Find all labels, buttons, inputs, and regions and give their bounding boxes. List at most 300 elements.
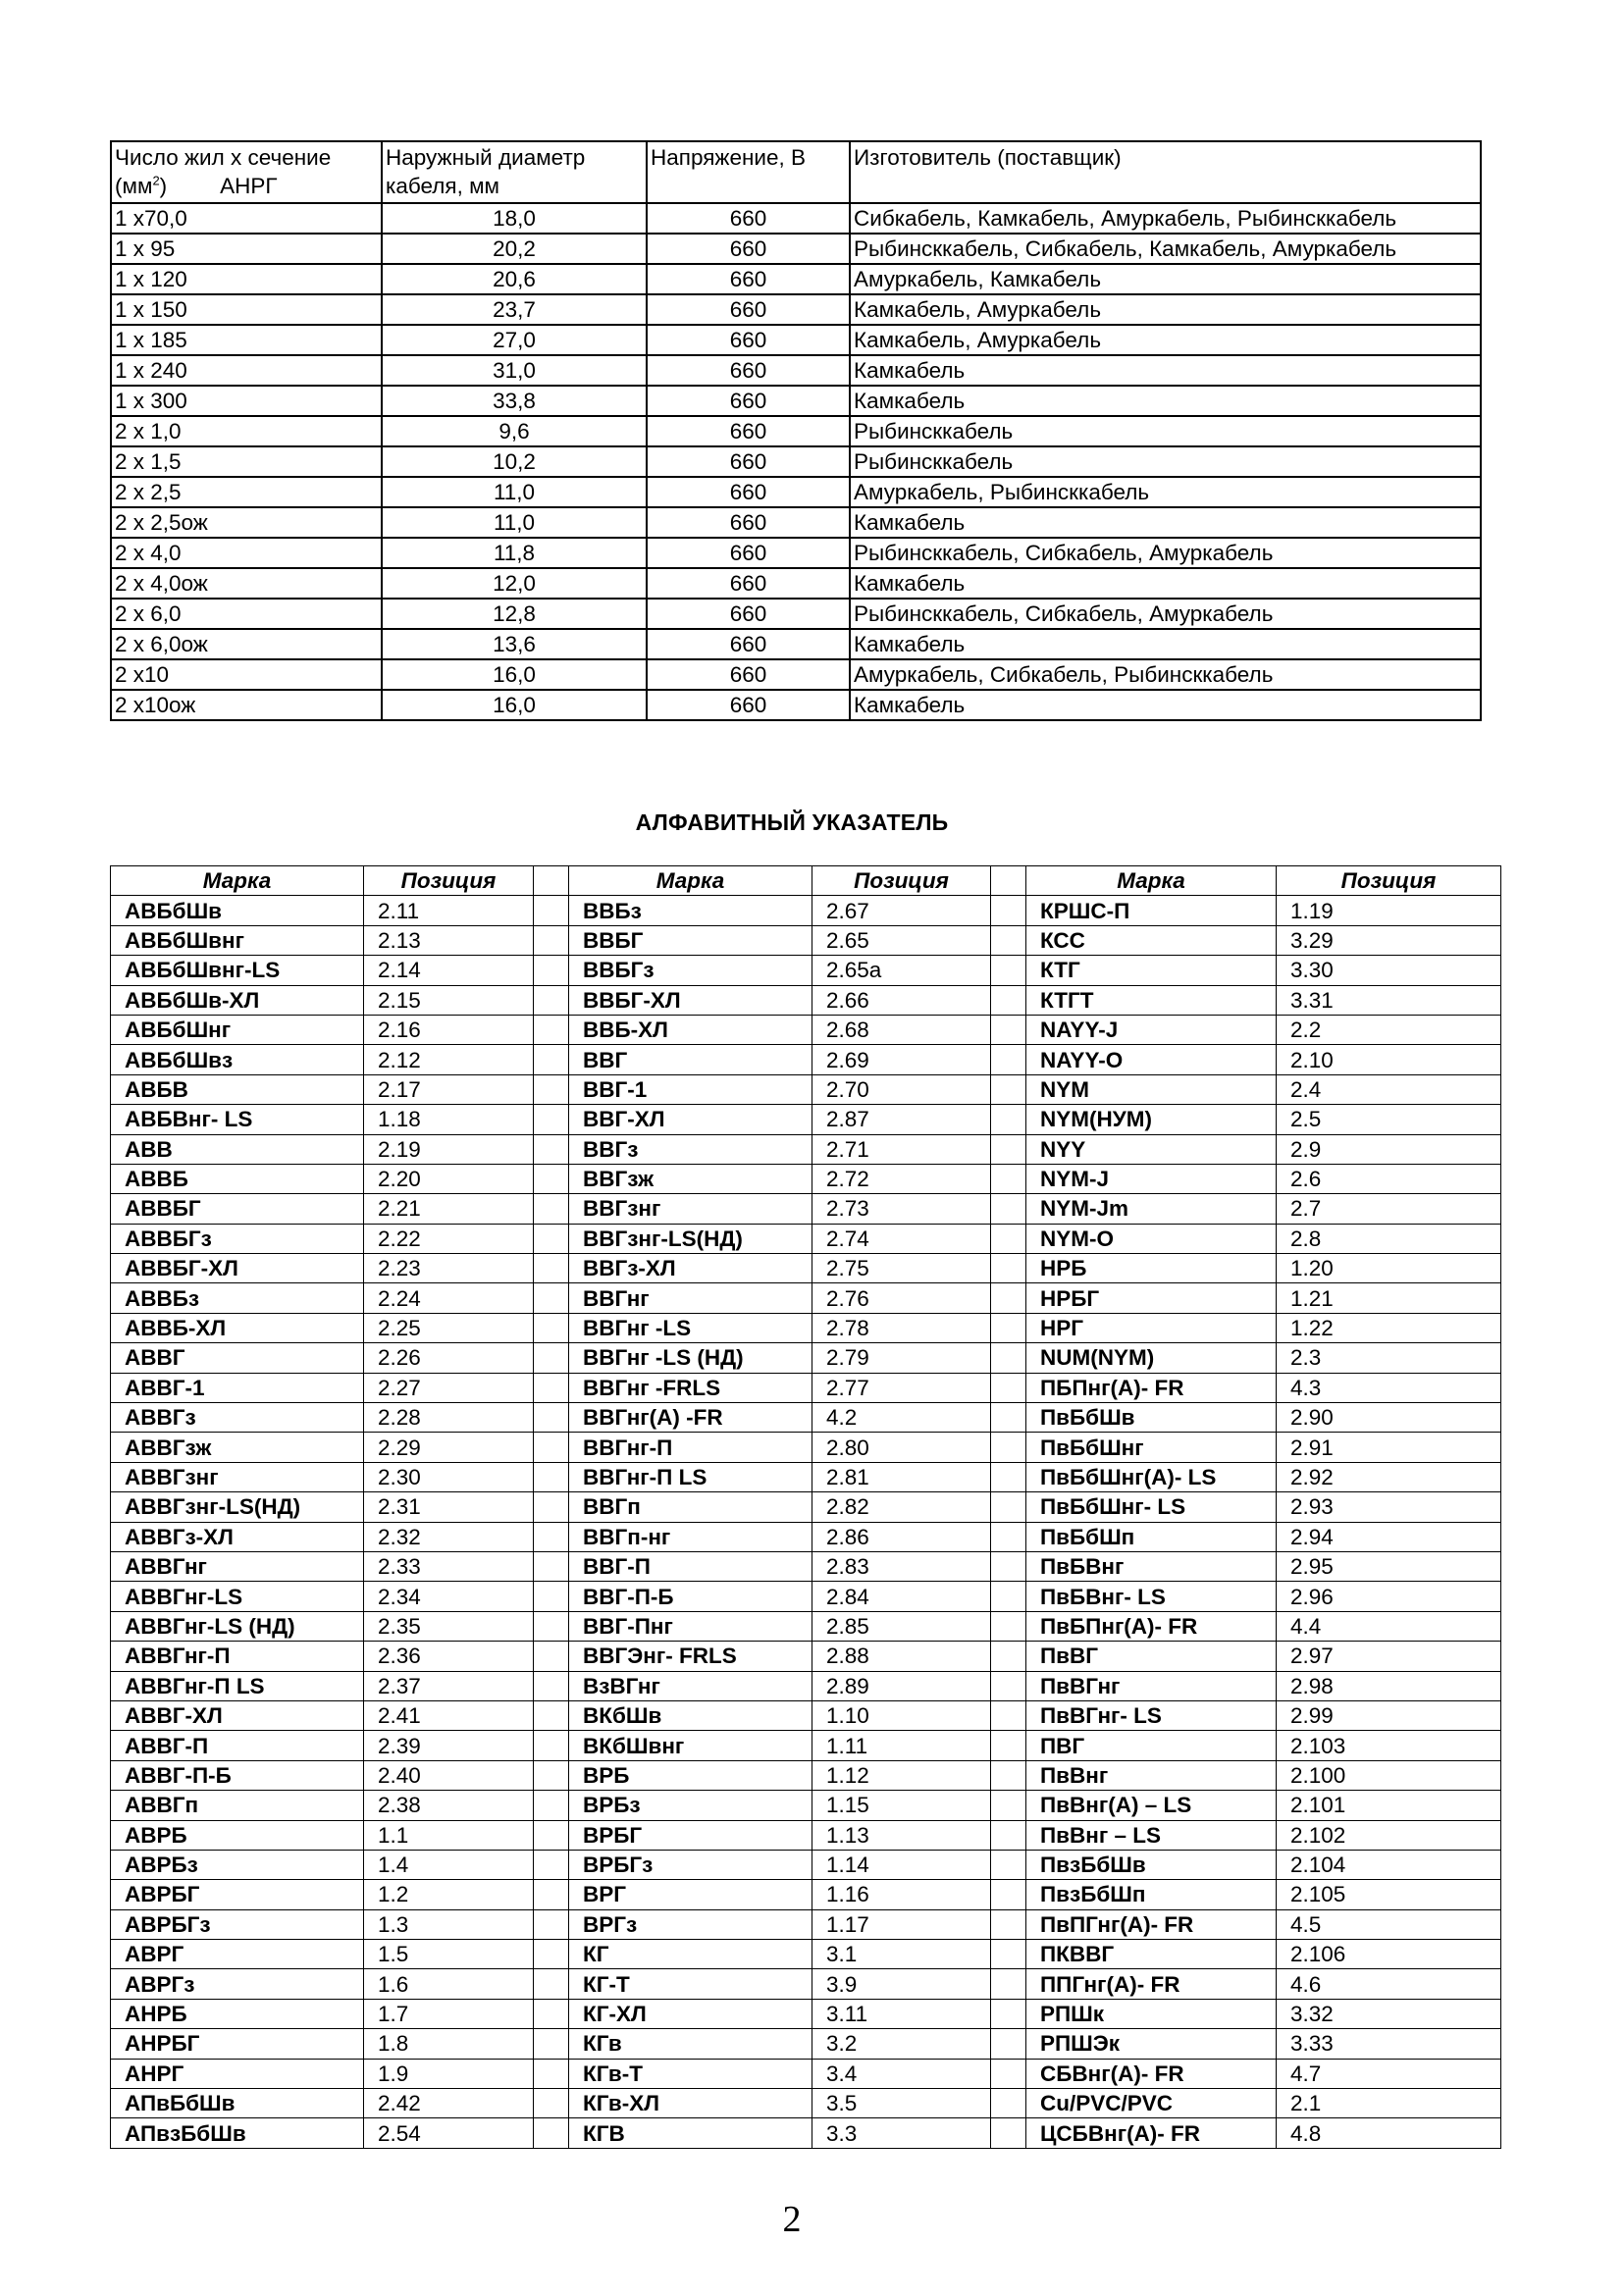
cable-row	[111, 599, 1481, 629]
index-mark-cell: NYM(НУМ)	[1026, 1105, 1277, 1134]
cable-row	[111, 234, 1481, 264]
index-header-position-1: Позиция	[364, 866, 534, 896]
cable-manufacturer-cell: Амуркабель, Рыбинсккабель	[850, 477, 1481, 507]
index-position-cell: 1.1	[364, 1820, 534, 1850]
index-mark-cell: ПвБбШв	[1026, 1403, 1277, 1433]
index-column-gap	[534, 1313, 569, 1342]
index-position-cell: 2.78	[812, 1313, 991, 1342]
index-column-gap	[534, 896, 569, 925]
index-position-cell: 2.102	[1277, 1820, 1501, 1850]
cable-manufacturer-cell: Рыбинсккабель, Сибкабель, Амуркабель	[850, 599, 1481, 629]
cable-voltage-cell: 660	[647, 690, 850, 720]
header-units-close: )	[159, 174, 168, 198]
index-column-gap	[991, 1791, 1026, 1820]
index-position-cell: 3.5	[812, 2089, 991, 2118]
index-position-cell: 3.11	[812, 1999, 991, 2028]
cable-manufacturer-cell: Камкабель	[850, 629, 1481, 659]
index-column-gap	[991, 1313, 1026, 1342]
index-row	[111, 1940, 1501, 1969]
index-mark-cell: ПвБПнг(А)- FR	[1026, 1611, 1277, 1641]
cable-manufacturer-cell: Камкабель	[850, 386, 1481, 416]
index-column-gap	[534, 1551, 569, 1581]
index-position-cell: 2.106	[1277, 1940, 1501, 1969]
index-mark-cell: NYM-O	[1026, 1224, 1277, 1253]
index-header-mark-1: Марка	[111, 866, 364, 896]
index-mark-cell: ВВГ-П-Б	[569, 1582, 812, 1611]
index-mark-cell: КГ	[569, 1940, 812, 1969]
index-position-cell: 2.38	[364, 1791, 534, 1820]
cable-row	[111, 629, 1481, 659]
index-column-gap	[991, 1074, 1026, 1104]
cable-diameter-cell: 27,0	[382, 325, 647, 355]
index-mark-cell: ВРБ	[569, 1760, 812, 1790]
index-mark-cell: ВВГз	[569, 1134, 812, 1164]
cable-diameter-cell: 12,0	[382, 568, 647, 599]
index-column-gap	[991, 1433, 1026, 1462]
index-position-cell: 2.101	[1277, 1791, 1501, 1820]
index-position-cell: 2.67	[812, 896, 991, 925]
index-column-gap	[534, 1283, 569, 1313]
index-header-position-3: Позиция	[1277, 866, 1501, 896]
index-position-cell: 2.27	[364, 1373, 534, 1402]
index-row	[111, 1522, 1501, 1551]
cable-section-cell: 2 х 2,5ож	[111, 507, 382, 538]
index-position-cell: 2.39	[364, 1731, 534, 1760]
index-column-gap	[991, 1492, 1026, 1522]
cable-voltage-cell: 660	[647, 629, 850, 659]
index-position-cell: 1.8	[364, 2029, 534, 2059]
index-position-cell: 2.91	[1277, 1433, 1501, 1462]
index-mark-cell: ВВГзнг-LS(НД)	[569, 1224, 812, 1253]
index-mark-cell: КТГТ	[1026, 985, 1277, 1015]
index-column-gap	[991, 1999, 1026, 2028]
index-mark-cell: ВВГз-ХЛ	[569, 1254, 812, 1283]
cable-row	[111, 264, 1481, 294]
index-mark-cell: АВРБз	[111, 1850, 364, 1879]
index-mark-cell: АПвБбШв	[111, 2089, 364, 2118]
index-mark-cell: ВВГп-нг	[569, 1522, 812, 1551]
index-mark-cell: АВВГ	[111, 1343, 364, 1373]
index-position-cell: 2.79	[812, 1343, 991, 1373]
index-position-cell: 4.7	[1277, 2059, 1501, 2088]
index-mark-cell: АВВБГ	[111, 1194, 364, 1224]
index-position-cell: 2.97	[1277, 1642, 1501, 1671]
index-row	[111, 1254, 1501, 1283]
cable-voltage-cell: 660	[647, 325, 850, 355]
index-position-cell: 3.3	[812, 2118, 991, 2148]
cable-section-cell: 1 х 240	[111, 355, 382, 386]
index-column-gap	[534, 1492, 569, 1522]
index-position-cell: 1.15	[812, 1791, 991, 1820]
index-row	[111, 2118, 1501, 2148]
cable-manufacturer-cell: Камкабель, Амуркабель	[850, 294, 1481, 325]
cable-diameter-cell: 11,0	[382, 507, 647, 538]
index-column-gap	[991, 1194, 1026, 1224]
index-mark-cell: ВВГзнг	[569, 1194, 812, 1224]
index-column-gap	[534, 1909, 569, 1939]
cable-row	[111, 446, 1481, 477]
index-column-gap	[991, 1045, 1026, 1074]
index-column-gap	[991, 1642, 1026, 1671]
index-mark-cell: АВБбШвнг-LS	[111, 956, 364, 985]
cable-section-cell: 1 х70,0	[111, 203, 382, 234]
index-mark-cell: КГв-Т	[569, 2059, 812, 2088]
cable-row	[111, 203, 1481, 234]
index-mark-cell: NYM-J	[1026, 1164, 1277, 1193]
index-position-cell: 2.89	[812, 1671, 991, 1700]
index-mark-cell: ВВГп	[569, 1492, 812, 1522]
index-column-gap	[991, 2029, 1026, 2059]
index-mark-cell: АВВГнг-LS	[111, 1582, 364, 1611]
index-row	[111, 1313, 1501, 1342]
index-mark-cell: ПвзБбШп	[1026, 1880, 1277, 1909]
index-row	[111, 1373, 1501, 1402]
index-mark-cell: АВВГнг-П	[111, 1642, 364, 1671]
index-position-cell: 1.11	[812, 1731, 991, 1760]
cable-row	[111, 477, 1481, 507]
index-mark-cell: АВБВнг- LS	[111, 1105, 364, 1134]
index-mark-cell: АВВГз-ХЛ	[111, 1522, 364, 1551]
index-column-gap	[534, 1224, 569, 1253]
index-mark-cell: АВВБГз	[111, 1224, 364, 1253]
cable-diameter-cell: 16,0	[382, 659, 647, 690]
index-position-cell: 1.7	[364, 1999, 534, 2028]
index-row	[111, 1760, 1501, 1790]
index-mark-cell: АВВГнг	[111, 1551, 364, 1581]
cable-section-cell: 2 х 2,5	[111, 477, 382, 507]
index-mark-cell: ВВГ-П	[569, 1551, 812, 1581]
index-mark-cell: ПвБбШнг- LS	[1026, 1492, 1277, 1522]
index-column-gap	[991, 925, 1026, 955]
index-column-gap	[534, 2089, 569, 2118]
index-mark-cell: АВБбШнг	[111, 1015, 364, 1044]
index-position-cell: 2.80	[812, 1433, 991, 1462]
index-row	[111, 1700, 1501, 1730]
index-position-cell: 2.19	[364, 1134, 534, 1164]
index-position-cell: 1.4	[364, 1850, 534, 1879]
index-column-gap	[534, 1433, 569, 1462]
index-position-cell: 2.40	[364, 1760, 534, 1790]
index-row	[111, 1880, 1501, 1909]
index-column-gap	[534, 925, 569, 955]
index-mark-cell: АВВГ-П-Б	[111, 1760, 364, 1790]
cable-section-cell: 1 х 185	[111, 325, 382, 355]
index-position-cell: 2.33	[364, 1551, 534, 1581]
index-position-cell: 2.95	[1277, 1551, 1501, 1581]
index-row	[111, 2029, 1501, 2059]
index-row	[111, 1462, 1501, 1491]
index-mark-cell: ПвБВнг- LS	[1026, 1582, 1277, 1611]
cable-diameter-cell: 33,8	[382, 386, 647, 416]
index-position-cell: 2.20	[364, 1164, 534, 1193]
cable-diameter-cell: 10,2	[382, 446, 647, 477]
index-row	[111, 1074, 1501, 1104]
index-position-cell: 1.13	[812, 1820, 991, 1850]
index-mark-cell: NUM(NYM)	[1026, 1343, 1277, 1373]
cable-voltage-cell: 660	[647, 538, 850, 568]
index-mark-cell: ВзВГнг	[569, 1671, 812, 1700]
index-column-gap	[991, 1940, 1026, 1969]
index-column-gap	[534, 1642, 569, 1671]
index-mark-cell: ПвВГнг- LS	[1026, 1700, 1277, 1730]
index-mark-cell: ВВГ-Пнг	[569, 1611, 812, 1641]
index-position-cell: 2.77	[812, 1373, 991, 1402]
index-column-gap	[534, 1969, 569, 1999]
index-column-gap	[534, 1373, 569, 1402]
index-mark-cell: АВВГзнг-LS(НД)	[111, 1492, 364, 1522]
index-position-cell: 2.74	[812, 1224, 991, 1253]
index-mark-cell: КГв	[569, 2029, 812, 2059]
index-mark-cell: АВВГ-П	[111, 1731, 364, 1760]
index-mark-cell: ПКВВГ	[1026, 1940, 1277, 1969]
cable-manufacturer-cell: Камкабель, Амуркабель	[850, 325, 1481, 355]
index-column-gap	[534, 1462, 569, 1491]
cable-row	[111, 538, 1481, 568]
index-column-gap	[534, 1343, 569, 1373]
cable-diameter-cell: 20,6	[382, 264, 647, 294]
index-row	[111, 1164, 1501, 1193]
index-mark-cell: ПвВГ	[1026, 1642, 1277, 1671]
index-column-gap	[534, 1880, 569, 1909]
index-row	[111, 1492, 1501, 1522]
index-position-cell: 2.7	[1277, 1194, 1501, 1224]
index-mark-cell: ПвВнг(А) – LS	[1026, 1791, 1277, 1820]
index-mark-cell: ПвБбШнг	[1026, 1433, 1277, 1462]
index-position-cell: 2.100	[1277, 1760, 1501, 1790]
index-mark-cell: ВРБз	[569, 1791, 812, 1820]
index-position-cell: 1.2	[364, 1880, 534, 1909]
index-position-cell: 2.36	[364, 1642, 534, 1671]
index-mark-cell: ВВГзж	[569, 1164, 812, 1193]
index-position-cell: 3.1	[812, 1940, 991, 1969]
index-position-cell: 2.90	[1277, 1403, 1501, 1433]
header-cores-section	[111, 141, 382, 203]
index-row	[111, 1194, 1501, 1224]
index-position-cell: 2.17	[364, 1074, 534, 1104]
index-row	[111, 1582, 1501, 1611]
index-position-cell: 2.68	[812, 1015, 991, 1044]
index-position-cell: 2.66	[812, 985, 991, 1015]
index-column-gap	[534, 1582, 569, 1611]
index-header-mark-2: Марка	[569, 866, 812, 896]
index-column-gap	[991, 1551, 1026, 1581]
index-position-cell: 2.22	[364, 1224, 534, 1253]
index-mark-cell: НРГ	[1026, 1313, 1277, 1342]
index-column-gap	[534, 956, 569, 985]
index-position-cell: 1.18	[364, 1105, 534, 1134]
index-column-gap	[991, 1850, 1026, 1879]
index-mark-cell: ВВГнг -LS	[569, 1313, 812, 1342]
cable-section-cell: 2 х10ож	[111, 690, 382, 720]
index-mark-cell: АНРГ	[111, 2059, 364, 2088]
index-mark-cell: АВВГзж	[111, 1433, 364, 1462]
index-column-gap	[991, 896, 1026, 925]
cable-voltage-cell: 660	[647, 599, 850, 629]
index-position-cell: 2.82	[812, 1492, 991, 1522]
index-column-gap	[534, 1522, 569, 1551]
index-column-gap	[991, 1880, 1026, 1909]
cable-row	[111, 355, 1481, 386]
index-position-cell: 2.105	[1277, 1880, 1501, 1909]
cable-manufacturer-cell: Камкабель	[850, 507, 1481, 538]
index-mark-cell: АВВБГ-ХЛ	[111, 1254, 364, 1283]
cable-manufacturer-cell: Камкабель	[850, 355, 1481, 386]
index-column-gap	[991, 2059, 1026, 2088]
index-column-gap	[534, 866, 569, 896]
index-position-cell: 2.21	[364, 1194, 534, 1224]
index-position-cell: 1.21	[1277, 1283, 1501, 1313]
index-position-cell: 4.4	[1277, 1611, 1501, 1641]
cable-manufacturer-cell: Амуркабель, Сибкабель, Рыбинсккабель	[850, 659, 1481, 690]
index-mark-cell: АВРБ	[111, 1820, 364, 1850]
index-mark-cell: ПвБбШп	[1026, 1522, 1277, 1551]
index-row	[111, 925, 1501, 955]
index-mark-cell: АВБбШв	[111, 896, 364, 925]
index-position-cell: 2.2	[1277, 1015, 1501, 1044]
index-column-gap	[534, 1403, 569, 1433]
index-mark-cell: КГВ	[569, 2118, 812, 2148]
index-position-cell: 2.9	[1277, 1134, 1501, 1164]
index-mark-cell: АВВБз	[111, 1283, 364, 1313]
index-row	[111, 1045, 1501, 1074]
cable-section-cell: 2 х 1,0	[111, 416, 382, 446]
cable-section-cell: 2 х 1,5	[111, 446, 382, 477]
index-position-cell: 2.14	[364, 956, 534, 985]
index-position-cell: 3.32	[1277, 1999, 1501, 2028]
index-mark-cell: КТГ	[1026, 956, 1277, 985]
cable-voltage-cell: 660	[647, 234, 850, 264]
index-position-cell: 2.29	[364, 1433, 534, 1462]
index-header-position-2: Позиция	[812, 866, 991, 896]
index-column-gap	[534, 1820, 569, 1850]
index-column-gap	[534, 1791, 569, 1820]
cable-manufacturer-cell: Рыбинсккабель	[850, 416, 1481, 446]
header-units-label: (мм	[115, 174, 153, 198]
index-mark-cell: ПвБВнг	[1026, 1551, 1277, 1581]
index-mark-cell: КГв-ХЛ	[569, 2089, 812, 2118]
cable-diameter-cell: 23,7	[382, 294, 647, 325]
cable-diameter-cell: 12,8	[382, 599, 647, 629]
index-column-gap	[534, 1940, 569, 1969]
index-position-cell: 2.84	[812, 1582, 991, 1611]
index-column-gap	[991, 1254, 1026, 1283]
index-column-gap	[991, 1969, 1026, 1999]
index-header-row	[111, 866, 1501, 896]
index-mark-cell: NAYY-J	[1026, 1015, 1277, 1044]
index-position-cell: 2.15	[364, 985, 534, 1015]
index-position-cell: 2.72	[812, 1164, 991, 1193]
index-position-cell: 2.4	[1277, 1074, 1501, 1104]
index-position-cell: 3.4	[812, 2059, 991, 2088]
index-mark-cell: АВРБГз	[111, 1909, 364, 1939]
index-mark-cell: ППГнг(А)- FR	[1026, 1969, 1277, 1999]
index-row	[111, 2059, 1501, 2088]
index-column-gap	[991, 956, 1026, 985]
page-number: 2	[782, 2199, 802, 2240]
index-position-cell: 1.5	[364, 1940, 534, 1969]
index-position-cell: 2.88	[812, 1642, 991, 1671]
cable-row	[111, 325, 1481, 355]
cable-section-cell: 1 х 120	[111, 264, 382, 294]
cable-section-cell: 2 х 4,0ож	[111, 568, 382, 599]
cable-diameter-cell: 16,0	[382, 690, 647, 720]
index-mark-cell: АВВГп	[111, 1791, 364, 1820]
header-cores-section-label: Число жил х сечение	[115, 145, 332, 170]
index-position-cell: 2.31	[364, 1492, 534, 1522]
index-position-cell: 2.83	[812, 1551, 991, 1581]
index-column-gap	[534, 1134, 569, 1164]
index-position-cell: 4.8	[1277, 2118, 1501, 2148]
cable-voltage-cell: 660	[647, 659, 850, 690]
index-column-gap	[534, 1045, 569, 1074]
index-mark-cell: АВБВ	[111, 1074, 364, 1104]
index-mark-cell: NYM-Jm	[1026, 1194, 1277, 1224]
index-column-gap	[991, 1015, 1026, 1044]
index-position-cell: 2.73	[812, 1194, 991, 1224]
index-mark-cell: NYM	[1026, 1074, 1277, 1104]
index-position-cell: 2.70	[812, 1074, 991, 1104]
index-mark-cell: АВБбШвнг	[111, 925, 364, 955]
index-mark-cell: ВВБГз	[569, 956, 812, 985]
index-position-cell: 2.3	[1277, 1343, 1501, 1373]
cable-row	[111, 507, 1481, 538]
header-manufacturer: Изготовитель (поставщик)	[850, 141, 1481, 203]
index-position-cell: 2.28	[364, 1403, 534, 1433]
cable-row	[111, 568, 1481, 599]
index-column-gap	[991, 985, 1026, 1015]
index-column-gap	[534, 1611, 569, 1641]
index-mark-cell: ВВГнг -LS (НД)	[569, 1343, 812, 1373]
index-position-cell: 4.6	[1277, 1969, 1501, 1999]
alphabetical-index-table	[110, 865, 1501, 2149]
index-mark-cell: АВРГз	[111, 1969, 364, 1999]
index-mark-cell: АВВГнг-П LS	[111, 1671, 364, 1700]
index-mark-cell: ВВГнг	[569, 1283, 812, 1313]
index-column-gap	[991, 1164, 1026, 1193]
index-column-gap	[991, 1373, 1026, 1402]
cable-section-cell: 2 х 6,0ож	[111, 629, 382, 659]
index-row	[111, 896, 1501, 925]
header-voltage: Напряжение, В	[647, 141, 850, 203]
cable-diameter-cell: 9,6	[382, 416, 647, 446]
cable-section-cell: 2 х 4,0	[111, 538, 382, 568]
index-column-gap	[991, 1224, 1026, 1253]
alphabetical-index-body	[111, 866, 1501, 2149]
index-position-cell: 1.16	[812, 1880, 991, 1909]
cable-voltage-cell: 660	[647, 355, 850, 386]
index-mark-cell: АНРБ	[111, 1999, 364, 2028]
index-position-cell: 2.94	[1277, 1522, 1501, 1551]
index-row	[111, 1403, 1501, 1433]
index-mark-cell: КГ-ХЛ	[569, 1999, 812, 2028]
index-column-gap	[534, 1254, 569, 1283]
index-mark-cell: РПШк	[1026, 1999, 1277, 2028]
index-position-cell: 2.76	[812, 1283, 991, 1313]
index-mark-cell: АПвзБбШв	[111, 2118, 364, 2148]
index-mark-cell: АВВ	[111, 1134, 364, 1164]
index-mark-cell: ВВБГ	[569, 925, 812, 955]
index-column-gap	[991, 1700, 1026, 1730]
cable-table-header	[111, 141, 1481, 203]
cable-manufacturer-cell: Рыбинсккабель	[850, 446, 1481, 477]
index-column-gap	[534, 1671, 569, 1700]
index-row	[111, 985, 1501, 1015]
index-position-cell: 2.86	[812, 1522, 991, 1551]
index-position-cell: 2.69	[812, 1045, 991, 1074]
index-mark-cell: ВРГз	[569, 1909, 812, 1939]
index-column-gap	[534, 2118, 569, 2148]
index-position-cell: 2.96	[1277, 1582, 1501, 1611]
